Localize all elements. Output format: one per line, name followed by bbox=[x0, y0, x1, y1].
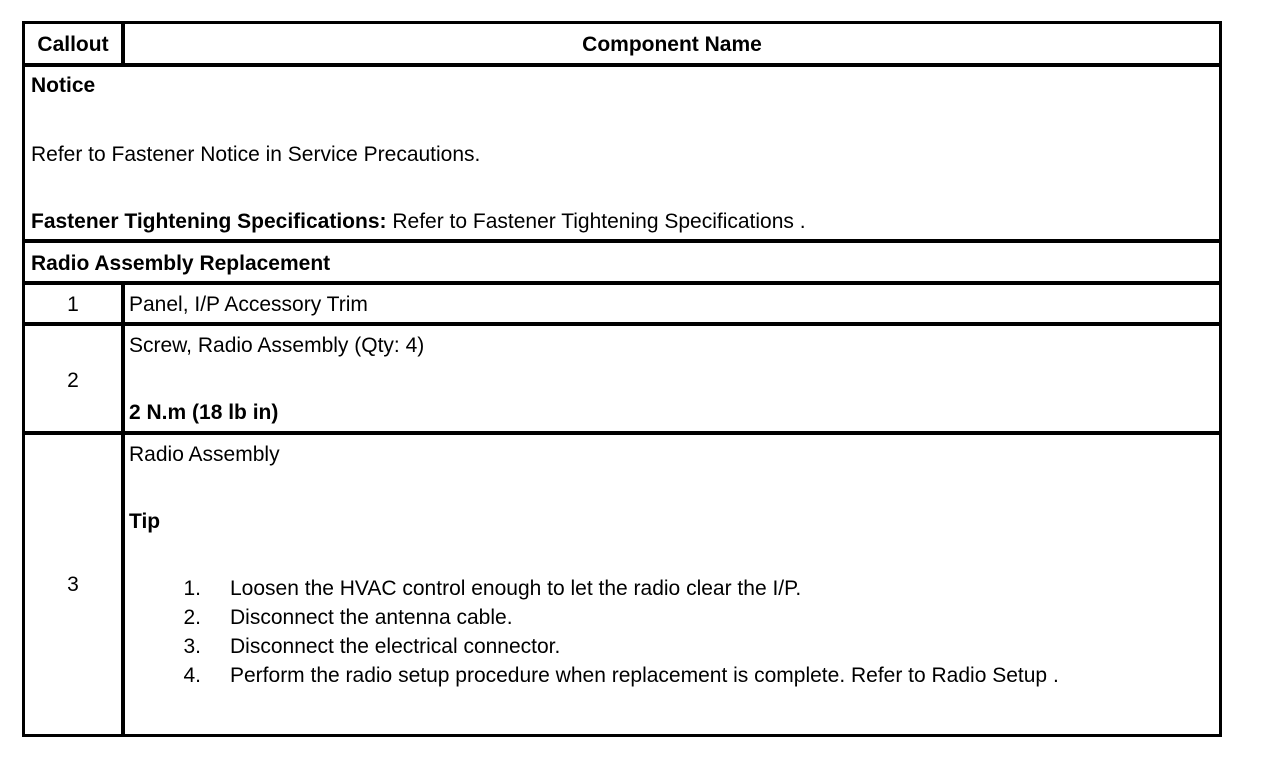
step-4-number: 4. bbox=[183, 664, 201, 687]
step-2-text: Disconnect the antenna cable. bbox=[230, 606, 513, 629]
notice-text: Refer to Fastener Notice in Service Precautions. bbox=[31, 143, 481, 166]
component-table bbox=[22, 21, 1222, 737]
section-divider bbox=[25, 281, 1219, 285]
header-callout: Callout bbox=[37, 33, 109, 56]
step-4-text: Perform the radio setup procedure when replacement is complete. Refer to Radio Setup . bbox=[230, 664, 1059, 687]
notice-divider bbox=[25, 239, 1219, 243]
fastener-spec-label: Fastener Tightening Specifications: bbox=[31, 210, 387, 233]
row2-callout: 2 bbox=[67, 369, 79, 392]
row1-callout: 1 bbox=[67, 293, 79, 316]
tip-title: Tip bbox=[129, 510, 161, 533]
step-2-number: 2. bbox=[183, 606, 201, 629]
row3-name: Radio Assembly bbox=[129, 443, 280, 466]
header-divider bbox=[25, 63, 1219, 67]
notice-title: Notice bbox=[31, 74, 96, 97]
row1-name: Panel, I/P Accessory Trim bbox=[129, 293, 368, 316]
row2-torque: 2 N.m (18 lb in) bbox=[129, 401, 279, 424]
fastener-spec bbox=[31, 210, 806, 234]
rows-column-divider bbox=[121, 281, 125, 737]
step-3-text: Disconnect the electrical connector. bbox=[230, 635, 561, 658]
step-3-number: 3. bbox=[183, 635, 201, 658]
row3-callout: 3 bbox=[67, 573, 79, 596]
section-title: Radio Assembly Replacement bbox=[31, 252, 331, 275]
row2-name: Screw, Radio Assembly (Qty: 4) bbox=[129, 334, 425, 357]
fastener-spec-text: Refer to Fastener Tightening Specifications . bbox=[386, 210, 806, 233]
step-1-text: Loosen the HVAC control enough to let the radio clear the I/P. bbox=[230, 577, 802, 600]
row1-divider bbox=[25, 322, 1219, 326]
header-component-name: Component Name bbox=[582, 33, 762, 56]
row2-divider bbox=[25, 431, 1219, 435]
step-1-number: 1. bbox=[183, 577, 201, 600]
